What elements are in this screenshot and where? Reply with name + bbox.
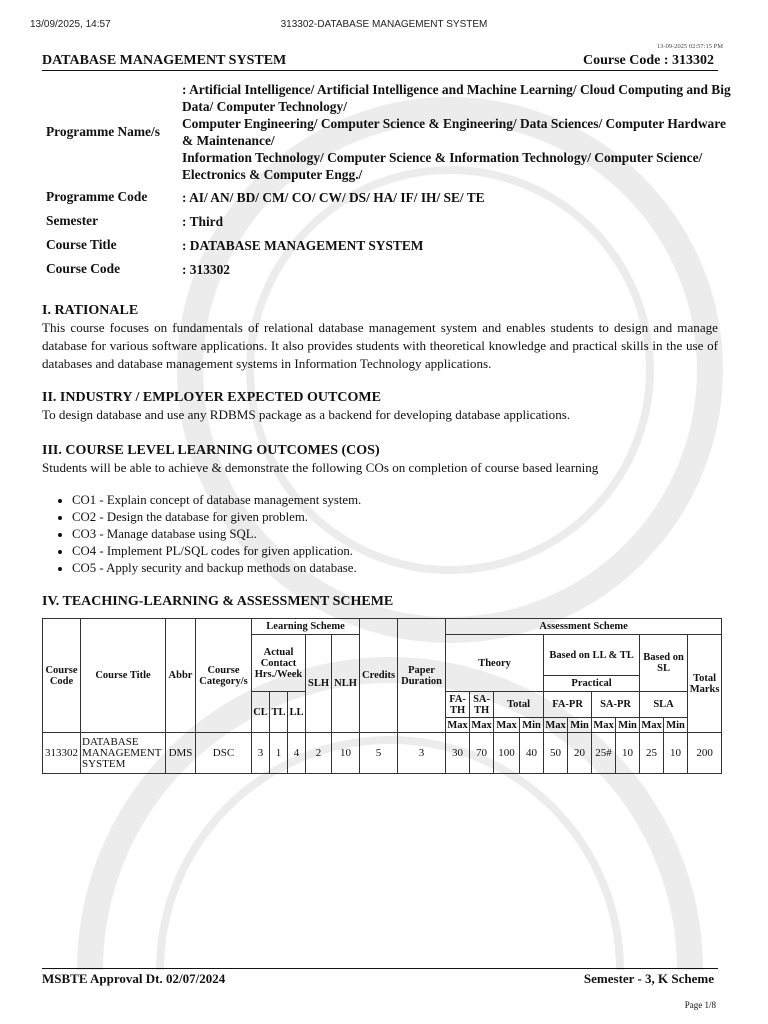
cell-sla-max: 25 (640, 733, 664, 774)
col-max: Max (545, 719, 566, 731)
col-max: Max (593, 719, 614, 731)
info-value: : AI/ AN/ BD/ CM/ CO/ CW/ DS/ HA/ IF/ IH/ SE/ TE (182, 189, 485, 205)
col-ll: LL (288, 692, 306, 733)
cell-fa-pr-min: 20 (568, 733, 592, 774)
cell-total-max: 100 (494, 733, 520, 774)
cos-list (58, 492, 361, 577)
col-based-ll-tl: Based on LL & TL (544, 635, 640, 676)
col-nlh: NLH (332, 635, 360, 733)
cos-heading: III. COURSE LEVEL LEARNING OUTCOMES (COS) (42, 443, 380, 458)
page-footer (42, 968, 718, 985)
print-header (30, 19, 738, 33)
col-total: Total (494, 692, 544, 718)
col-course-title: Course Title (81, 619, 166, 733)
cell-credits: 5 (360, 733, 398, 774)
list-item: • CO5 - Apply security and backup methods on database. (72, 560, 361, 577)
programme-value (182, 81, 732, 183)
course-code-heading: Course Code : 313302 (582, 53, 714, 68)
col-cl: CL (252, 692, 270, 733)
cell-total-min: 40 (520, 733, 544, 774)
col-sa-pr: SA-PR (592, 692, 640, 718)
course-name-heading: DATABASE MANAGEMENT SYSTEM (42, 53, 287, 68)
col-tl: TL (270, 692, 288, 733)
info-label: Course Title (46, 237, 117, 252)
col-fa-th: FA-TH (446, 692, 470, 718)
course-title-row (46, 233, 732, 257)
industry-outcome-text: To design database and use any RDBMS package as a backend for developing database applications. (42, 407, 571, 422)
print-datetime: 13/09/2025, 14:57 (30, 19, 111, 30)
industry-outcome-heading: II. INDUSTRY / EMPLOYER EXPECTED OUTCOME (42, 390, 381, 405)
cell-sa-pr-min: 10 (616, 733, 640, 774)
col-practical: Practical (544, 676, 640, 692)
col-abbr: Abbr (166, 619, 196, 733)
semester-row (46, 209, 732, 233)
cell-category: DSC (196, 733, 252, 774)
cell-fa-pr-max: 50 (544, 733, 568, 774)
cell-fa-th-max: 30 (446, 733, 470, 774)
cell-abbr: DMS (166, 733, 196, 774)
col-total-marks: Total Marks (688, 635, 722, 733)
col-min: Min (520, 718, 544, 733)
col-max: Max (471, 719, 492, 731)
info-label: Semester (46, 213, 99, 228)
course-code-row (46, 257, 732, 281)
cell-slh: 2 (306, 733, 332, 774)
course-title-bar (42, 52, 718, 71)
col-learning-scheme: Learning Scheme (252, 619, 360, 635)
rationale-text: This course focuses on fundamentals of relational database management system and enables students to design and manage database for various software applications. It also provides students with theoretical knowledge and practical skills in the use of databases and database management systems in Information Technology applications. (42, 320, 718, 371)
cell-cl: 3 (252, 733, 270, 774)
col-paper-duration: Paper Duration (398, 619, 446, 733)
course-info-table (46, 79, 732, 281)
col-max: Max (641, 719, 662, 731)
programme-line: Computer Engineering/ Computer Science & Engineering/ Data Sciences/ Computer Hardware & Maintenance/ (182, 116, 726, 148)
cell-duration: 3 (398, 733, 446, 774)
cell-nlh: 10 (332, 733, 360, 774)
cell-ll: 4 (288, 733, 306, 774)
col-assessment-scheme: Assessment Scheme (446, 619, 722, 635)
col-based-sl: Based on SL (640, 635, 688, 692)
semester-scheme: Semester - 3, K Scheme (583, 971, 714, 986)
info-label: Course Code (46, 261, 121, 276)
rationale-heading: I. RATIONALE (42, 303, 139, 318)
col-max: Max (494, 718, 520, 733)
cell-tl: 1 (270, 733, 288, 774)
programme-row (46, 79, 732, 185)
cell-title: DATABASE MANAGEMENT SYSTEM (81, 733, 166, 774)
teaching-assessment-scheme-table (42, 618, 722, 774)
list-item: • CO3 - Manage database using SQL. (72, 526, 361, 543)
col-theory: Theory (446, 635, 544, 692)
col-sla: SLA (640, 692, 688, 718)
col-min: Min (664, 718, 688, 733)
print-doc-title: 313302-DATABASE MANAGEMENT SYSTEM (280, 19, 488, 30)
cell-sla-min: 10 (664, 733, 688, 774)
col-category: Course Category/s (196, 619, 252, 733)
col-min: Min (568, 718, 592, 733)
col-credits: Credits (360, 619, 398, 733)
info-value: : Third (182, 213, 224, 229)
info-label: Programme Code (46, 189, 148, 204)
cos-intro: Students will be able to achieve & demonstrate the following COs on completion of course based learning (42, 460, 599, 475)
programme-label: Programme Name/s (46, 124, 160, 139)
col-fa-pr: FA-PR (544, 692, 592, 718)
scheme-heading: IV. TEACHING-LEARNING & ASSESSMENT SCHEME (42, 594, 394, 609)
generated-timestamp: 13-09-2025 02:57:15 PM (656, 43, 723, 50)
programme-line: : Artificial Intelligence/ Artificial Intelligence and Machine Learning/ Cloud Computing and Big Data/ Computer Technology/ (182, 82, 731, 114)
cell-total-marks: 200 (688, 733, 722, 774)
col-slh: SLH (306, 635, 332, 733)
cell-sa-th-max: 70 (470, 733, 494, 774)
list-item: • CO1 - Explain concept of database management system. (72, 492, 361, 509)
cell-sa-pr-max: 25# (592, 733, 616, 774)
info-value: : 313302 (182, 261, 230, 277)
page-number: Page 1/8 (684, 1000, 716, 1010)
col-actual-contact: Actual Contact Hrs./Week (252, 635, 306, 692)
list-item: • CO4 - Implement PL/SQL codes for given application. (72, 543, 361, 560)
col-sa-th: SA-TH (470, 692, 494, 718)
col-min: Min (616, 718, 640, 733)
programme-code-row (46, 185, 732, 209)
cell-code: 313302 (43, 733, 81, 774)
col-max: Max (447, 719, 468, 731)
list-item: • CO2 - Design the database for given problem. (72, 509, 361, 526)
programme-line: Information Technology/ Computer Science & Information Technology/ Computer Science/ Electronics & Computer Engg./ (182, 150, 703, 182)
info-value: : DATABASE MANAGEMENT SYSTEM (182, 237, 424, 253)
table-row (43, 733, 722, 774)
col-course-code: Course Code (43, 619, 81, 733)
approval-date: MSBTE Approval Dt. 02/07/2024 (42, 971, 226, 986)
